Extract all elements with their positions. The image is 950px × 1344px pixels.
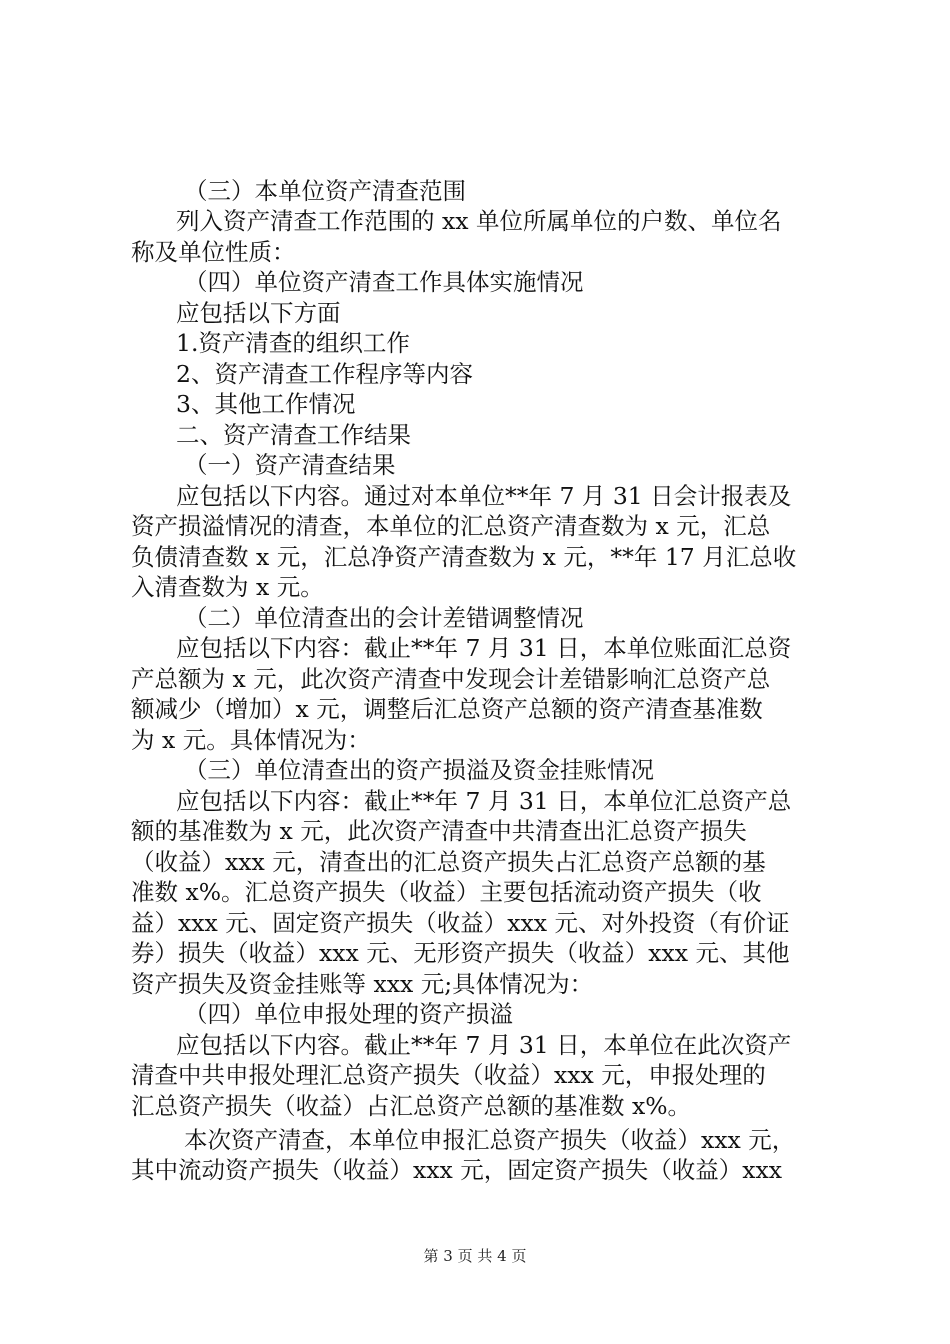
paragraph-line: 应包括以下内容：截止**年 7 月 31 日，本单位汇总资产总 [176,787,792,815]
section-heading: （四）单位资产清查工作具体实施情况 [184,268,584,296]
section-heading: （二）单位清查出的会计差错调整情况 [184,604,584,632]
paragraph-line: 负债清查数 x 元，汇总净资产清查数为 x 元，**年 17 月汇总收 [131,543,797,571]
section-heading: （四）单位申报处理的资产损溢 [184,1000,513,1028]
paragraph-line: 应包括以下方面 [176,299,341,327]
paragraph-line: 称及单位性质： [131,238,296,266]
paragraph-line: 为 x 元。具体情况为： [131,726,371,754]
list-item: 1.资产清查的组织工作 [176,329,410,357]
paragraph-line: 应包括以下内容。截止**年 7 月 31 日，本单位在此次资产 [176,1031,792,1059]
paragraph-line: 入清查数为 x 元。 [131,573,324,601]
section-heading: （一）资产清查结果 [184,451,396,479]
paragraph-line: 资产损失及资金挂账等 xxx 元;具体情况为： [131,970,594,998]
paragraph-line: 准数 x%。汇总资产损失（收益）主要包括流动资产损失（收 [131,878,762,906]
section-heading: （三）单位清查出的资产损溢及资金挂账情况 [184,756,654,784]
list-item: 2、资产清查工作程序等内容 [176,360,473,388]
paragraph-line: 列入资产清查工作范围的 xx 单位所属单位的户数、单位名 [176,207,782,235]
page-number-footer: 第 3 页 共 4 页 [423,1247,527,1265]
paragraph-line: 益）xxx 元、固定资产损失（收益）xxx 元、对外投资（有价证 [131,909,790,937]
paragraph-line: （收益）xxx 元，清查出的汇总资产损失占汇总资产总额的基 [131,848,766,876]
paragraph-line: 应包括以下内容。通过对本单位**年 7 月 31 日会计报表及 [176,482,792,510]
paragraph-line: 其中流动资产损失（收益）xxx 元，固定资产损失（收益）xxx [131,1156,782,1184]
paragraph-line: 券）损失（收益）xxx 元、无形资产损失（收益）xxx 元、其他 [131,939,790,967]
paragraph-line: 产总额为 x 元，此次资产清查中发现会计差错影响汇总资产总 [131,665,771,693]
list-item: 3、其他工作情况 [176,390,356,418]
paragraph-line: 额减少（增加）x 元，调整后汇总资产总额的资产清查基准数 [131,695,763,723]
paragraph-line: 清查中共申报处理汇总资产损失（收益）xxx 元，申报处理的 [131,1061,766,1089]
section-heading: （三）本单位资产清查范围 [184,177,466,205]
paragraph-line: 资产损溢情况的清查，本单位的汇总资产清查数为 x 元，汇总 [131,512,771,540]
paragraph-line: 应包括以下内容：截止**年 7 月 31 日，本单位账面汇总资 [176,634,792,662]
paragraph-line: 本次资产清查，本单位申报汇总资产损失（收益）xxx 元， [184,1126,796,1154]
section-heading: 二、资产清查工作结果 [176,421,411,449]
paragraph-line: 汇总资产损失（收益）占汇总资产总额的基准数 x%。 [131,1092,692,1120]
paragraph-line: 额的基准数为 x 元，此次资产清查中共清查出汇总资产损失 [131,817,747,845]
